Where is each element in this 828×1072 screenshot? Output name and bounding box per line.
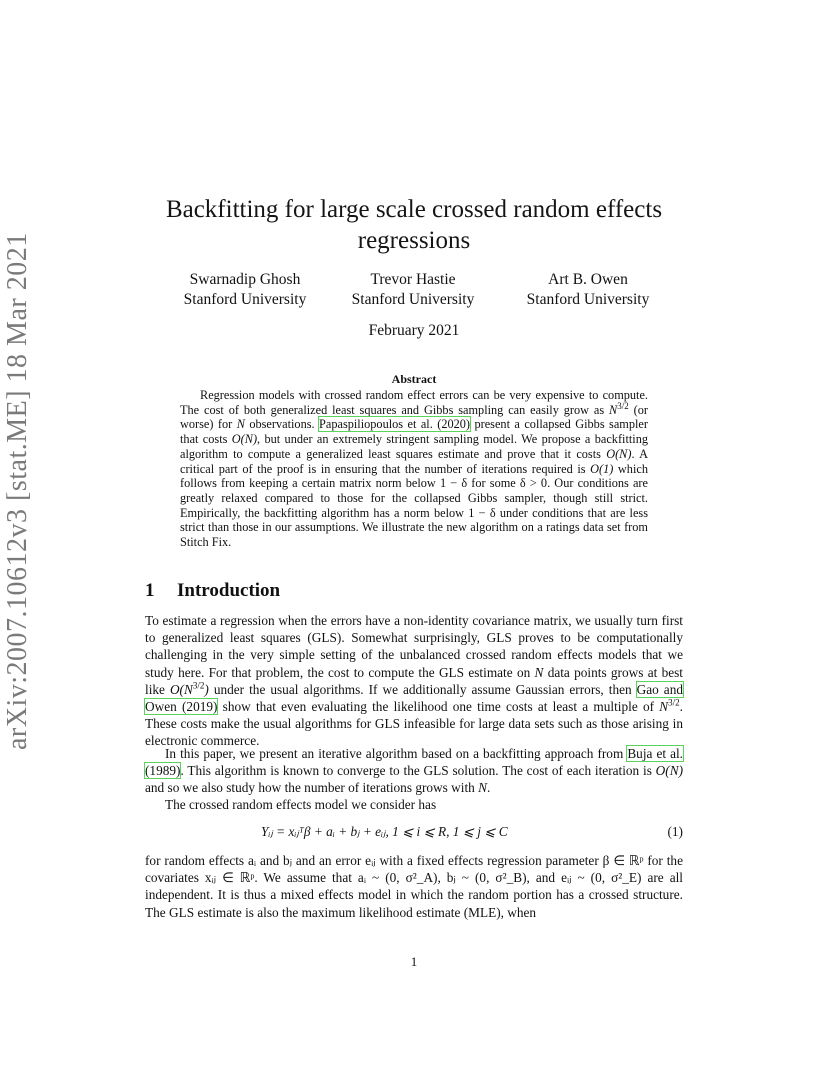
citation-link-gao-owen[interactable]: Gao and Owen (2019) — [145, 681, 683, 715]
abstract-segment: observations. — [244, 417, 320, 432]
author-3 — [498, 270, 678, 310]
inline-math: N — [659, 699, 669, 715]
abstract-math: N — [609, 402, 618, 417]
abstract-text — [180, 388, 648, 550]
equation-number: (1) — [667, 824, 683, 839]
intro-paragraph-1 — [145, 612, 683, 750]
abstract-heading: Abstract — [391, 372, 437, 386]
inline-math: ) — [204, 681, 209, 697]
paper-title: Backfitting for large scale crossed random effects regressions — [165, 196, 663, 254]
author-block — [150, 270, 678, 312]
paper-date: February 2021 — [368, 322, 460, 339]
author-affiliation: Stanford University — [183, 291, 307, 308]
author-2 — [328, 270, 498, 310]
author-1 — [160, 270, 330, 310]
abstract-math: O(N) — [231, 432, 258, 447]
abstract-segment: present a collapsed Gibbs sampler that costs — [180, 417, 648, 447]
text-segment: In this paper, we present an iterative algorithm based on a backfitting approach from — [165, 746, 628, 761]
inline-math: O(N) — [655, 763, 683, 779]
page-number: 1 — [410, 954, 418, 969]
abstract-segment: which follows from keeping a certain matrix norm below 1 − δ for some δ > 0. Our conditions are greatly relaxed compared to those for the collapsed Gibbs sampler, though still strict. Empirically, the backfitting algorithm has a norm below 1 − δ under conditions that are less strict than those in our assumptions. We illustrate the new algorithm on a ratings data set from Stitch Fix. — [180, 461, 648, 550]
abstract-superscript: 3/2 — [617, 400, 629, 411]
superscript: 3/2 — [668, 697, 680, 708]
section-number: 1 — [145, 580, 155, 601]
arxiv-stamp-text: arXiv:2007.10612v3 [stat.ME] 18 Mar 2021 — [2, 232, 33, 750]
author-affiliation: Stanford University — [526, 291, 650, 308]
text-segment: under the usual algorithms. If we additionally assume Gaussian errors, then — [208, 681, 637, 697]
text-segment: . This algorithm is known to converge to the GLS solution. The cost of each iteration is — [180, 763, 656, 779]
superscript: 3/2 — [192, 680, 205, 691]
text-segment: data points grows at best like — [145, 664, 683, 697]
intro-paragraph-2 — [145, 745, 683, 797]
inline-math: N — [534, 664, 544, 680]
text-segment: . — [487, 780, 491, 796]
section-heading-introduction — [145, 580, 280, 602]
intro-paragraph-3: The crossed random effects model we consider has — [165, 797, 437, 812]
text-segment: To estimate a regression when the errors have a non-identity covariance matrix, we usually turn first to generalized least squares (GLS). Somewhat surprisingly, GLS proves to be computationally challenging in the very simple setting of the unbalanced crossed random effects models that we study here. For that problem, the cost to compute the GLS estimate on — [145, 613, 683, 680]
intro-paragraph-4: for random effects aᵢ and bⱼ and an error eᵢⱼ with a fixed effects regression parameter β ∈ ℝᵖ for the covariates xᵢⱼ ∈ ℝᵖ. We assume that aᵢ ~ (0, σ²_A), bⱼ ~ (0, σ²_B), and eᵢⱼ ~ (0, σ²_E) are all independent. It is thus a mixed effects model in which the random portion has a crossed structure. The GLS estimate is also the maximum likelihood estimate (MLE), when — [145, 853, 683, 920]
equation-body: Yᵢⱼ = xᵢⱼᵀβ + aᵢ + bⱼ + eᵢⱼ, 1 ⩽ i ⩽ R, 1 ⩽ j ⩽ C — [261, 824, 508, 839]
abstract-math: O(1) — [590, 461, 614, 476]
author-affiliation: Stanford University — [351, 291, 475, 308]
abstract-segment: Regression models with crossed random effect errors can be very expensive to compute. The cost of both generalized least squares and Gibbs sampling can easily grow as — [180, 388, 648, 417]
author-name: Art B. Owen — [548, 271, 628, 288]
section-title: Introduction — [177, 580, 281, 601]
author-name: Swarnadip Ghosh — [189, 271, 301, 288]
author-name: Trevor Hastie — [370, 271, 456, 288]
citation-link-papaspiliopoulos[interactable]: Papaspiliopoulos et al. (2020) — [319, 417, 471, 432]
inline-math: O(N — [169, 681, 193, 697]
text-segment: show that even evaluating the likelihood one time costs at least a multiple of — [217, 699, 660, 715]
citation-link-buja[interactable]: Buja et al. (1989) — [145, 746, 683, 779]
text-segment: and so we also study how the number of iterations grows with — [145, 780, 479, 796]
inline-math: N — [478, 780, 487, 796]
equation-1 — [145, 822, 683, 842]
abstract-segment: , but under an extremely stringent sampling model. We propose a backfitting algorithm to compute a generalized least squares estimate and prove that it costs — [180, 432, 649, 461]
abstract-segment: (or worse) for — [180, 402, 648, 432]
abstract-math: N — [236, 417, 245, 432]
text-segment: . These costs make the usual algorithms for GLS infeasible for large data sets such as those arising in electronic commerce. — [145, 699, 683, 749]
abstract-math: O(N) — [606, 446, 632, 461]
abstract-segment: . A critical part of the proof is in ensuring that the number of iterations required is — [180, 446, 649, 476]
